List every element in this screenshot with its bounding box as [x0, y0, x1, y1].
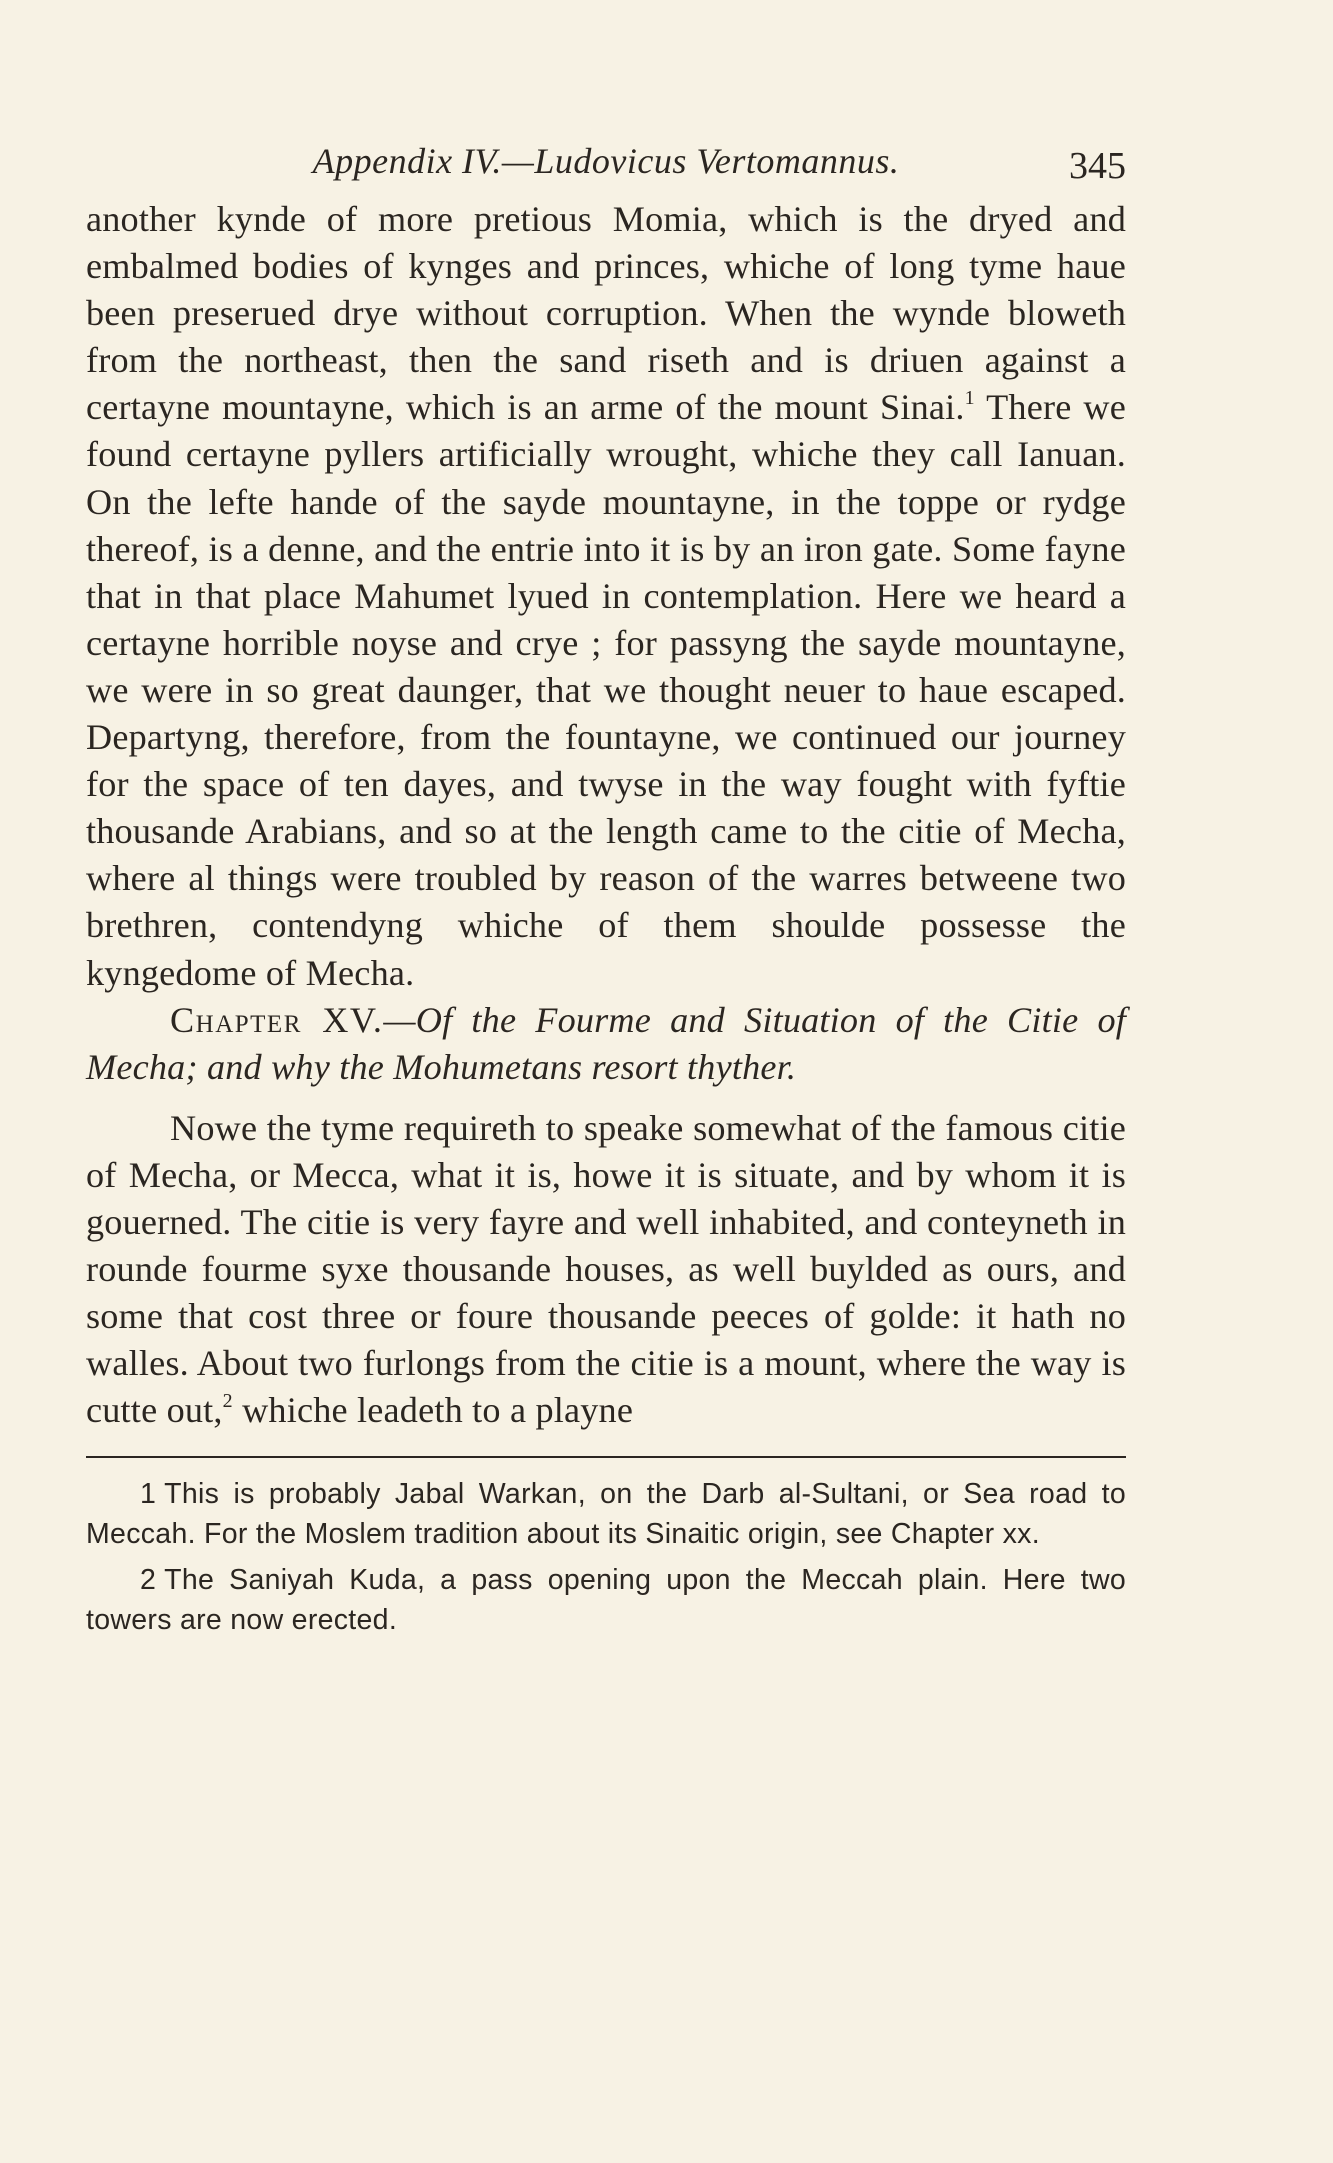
book-page [86, 140, 1126, 1646]
footnote-text: This is probably Jabal Warkan, on the Darb al-Sultani, or Sea road to Meccah. For the Moslem tradition about its Sinaitic origin, see Chapter xx. [86, 1478, 1126, 1551]
body-text [86, 196, 1126, 1434]
chapter-label: Chapter XV. [170, 999, 384, 1040]
footnote-text: The Saniyah Kuda, a pass opening upon the Meccah plain. Here two towers are now erected. [86, 1564, 1126, 1637]
paragraph-text: whiche leadeth to a playne [232, 1390, 634, 1431]
paragraph [86, 196, 1126, 997]
paragraph-text: There we found certayne pyllers artificially wrought, whiche they call Ianuan. On the lefte hande of the sayde mountayne, in the toppe or rydge thereof, is a denne, and the entrie into it is by an iron gate. Some fayne that in that place Mahumet lyued in contemplation. Here we heard a certayne horrible noyse and crye ; for passyng the sayde mountayne, we were in so great daunger, that we thought neuer to haue escaped. Departyng, therefore, from the fountayne, we continued our journey for the space of ten dayes, and twyse in the way fought with fyftie thousande Arabians, and so at the length came to the citie of Mecha, where al things were troubled by reason of the warres betweene two brethren, contendyng whiche of them shoulde possesse the kyngedome of Mecha. [86, 387, 1127, 993]
chapter-heading [86, 997, 1126, 1091]
paragraph [86, 1105, 1126, 1435]
footnote-number: 2 [140, 1564, 157, 1597]
footnotes [86, 1474, 1126, 1640]
running-title: Appendix IV.—Ludovicus Vertomannus. [312, 141, 900, 181]
page-number: 345 [1069, 145, 1126, 187]
paragraph-text: Nowe the tyme requireth to speake somewhat of the famous citie of Mecha, or Mecca, what it is, howe it is situate, and by whom it is gouerned. The citie is very fayre and well inhabited, and conteyneth in rounde fourme syxe thousande houses, as well buylded as ours, and some that cost three or foure thousande peeces of golde: it hath no walles. About two furlongs from the citie is a mount, where the way is cutte out, [86, 1107, 1126, 1431]
paragraph-text: another kynde of more pretious Momia, which is the dryed and embalmed bodies of kynges and princes, whiche of long tyme haue been preserued drye without corruption. When the wynde bloweth from the northeast, then the sand riseth and is driuen against a certayne mountayne, which is an arme of the mount Sinai. [86, 199, 1126, 428]
running-head [86, 140, 1126, 196]
footnote [86, 1560, 1126, 1640]
footnote-ref: 2 [222, 1390, 233, 1413]
footnote-divider [86, 1456, 1126, 1458]
footnote-number: 1 [140, 1478, 157, 1511]
footnote-ref: 1 [964, 387, 975, 410]
chapter-title: —Of the Fourme and Situation of the Citie of Mecha; and why the Mohumetans resort thyther. [86, 999, 1126, 1087]
footnote [86, 1474, 1126, 1554]
